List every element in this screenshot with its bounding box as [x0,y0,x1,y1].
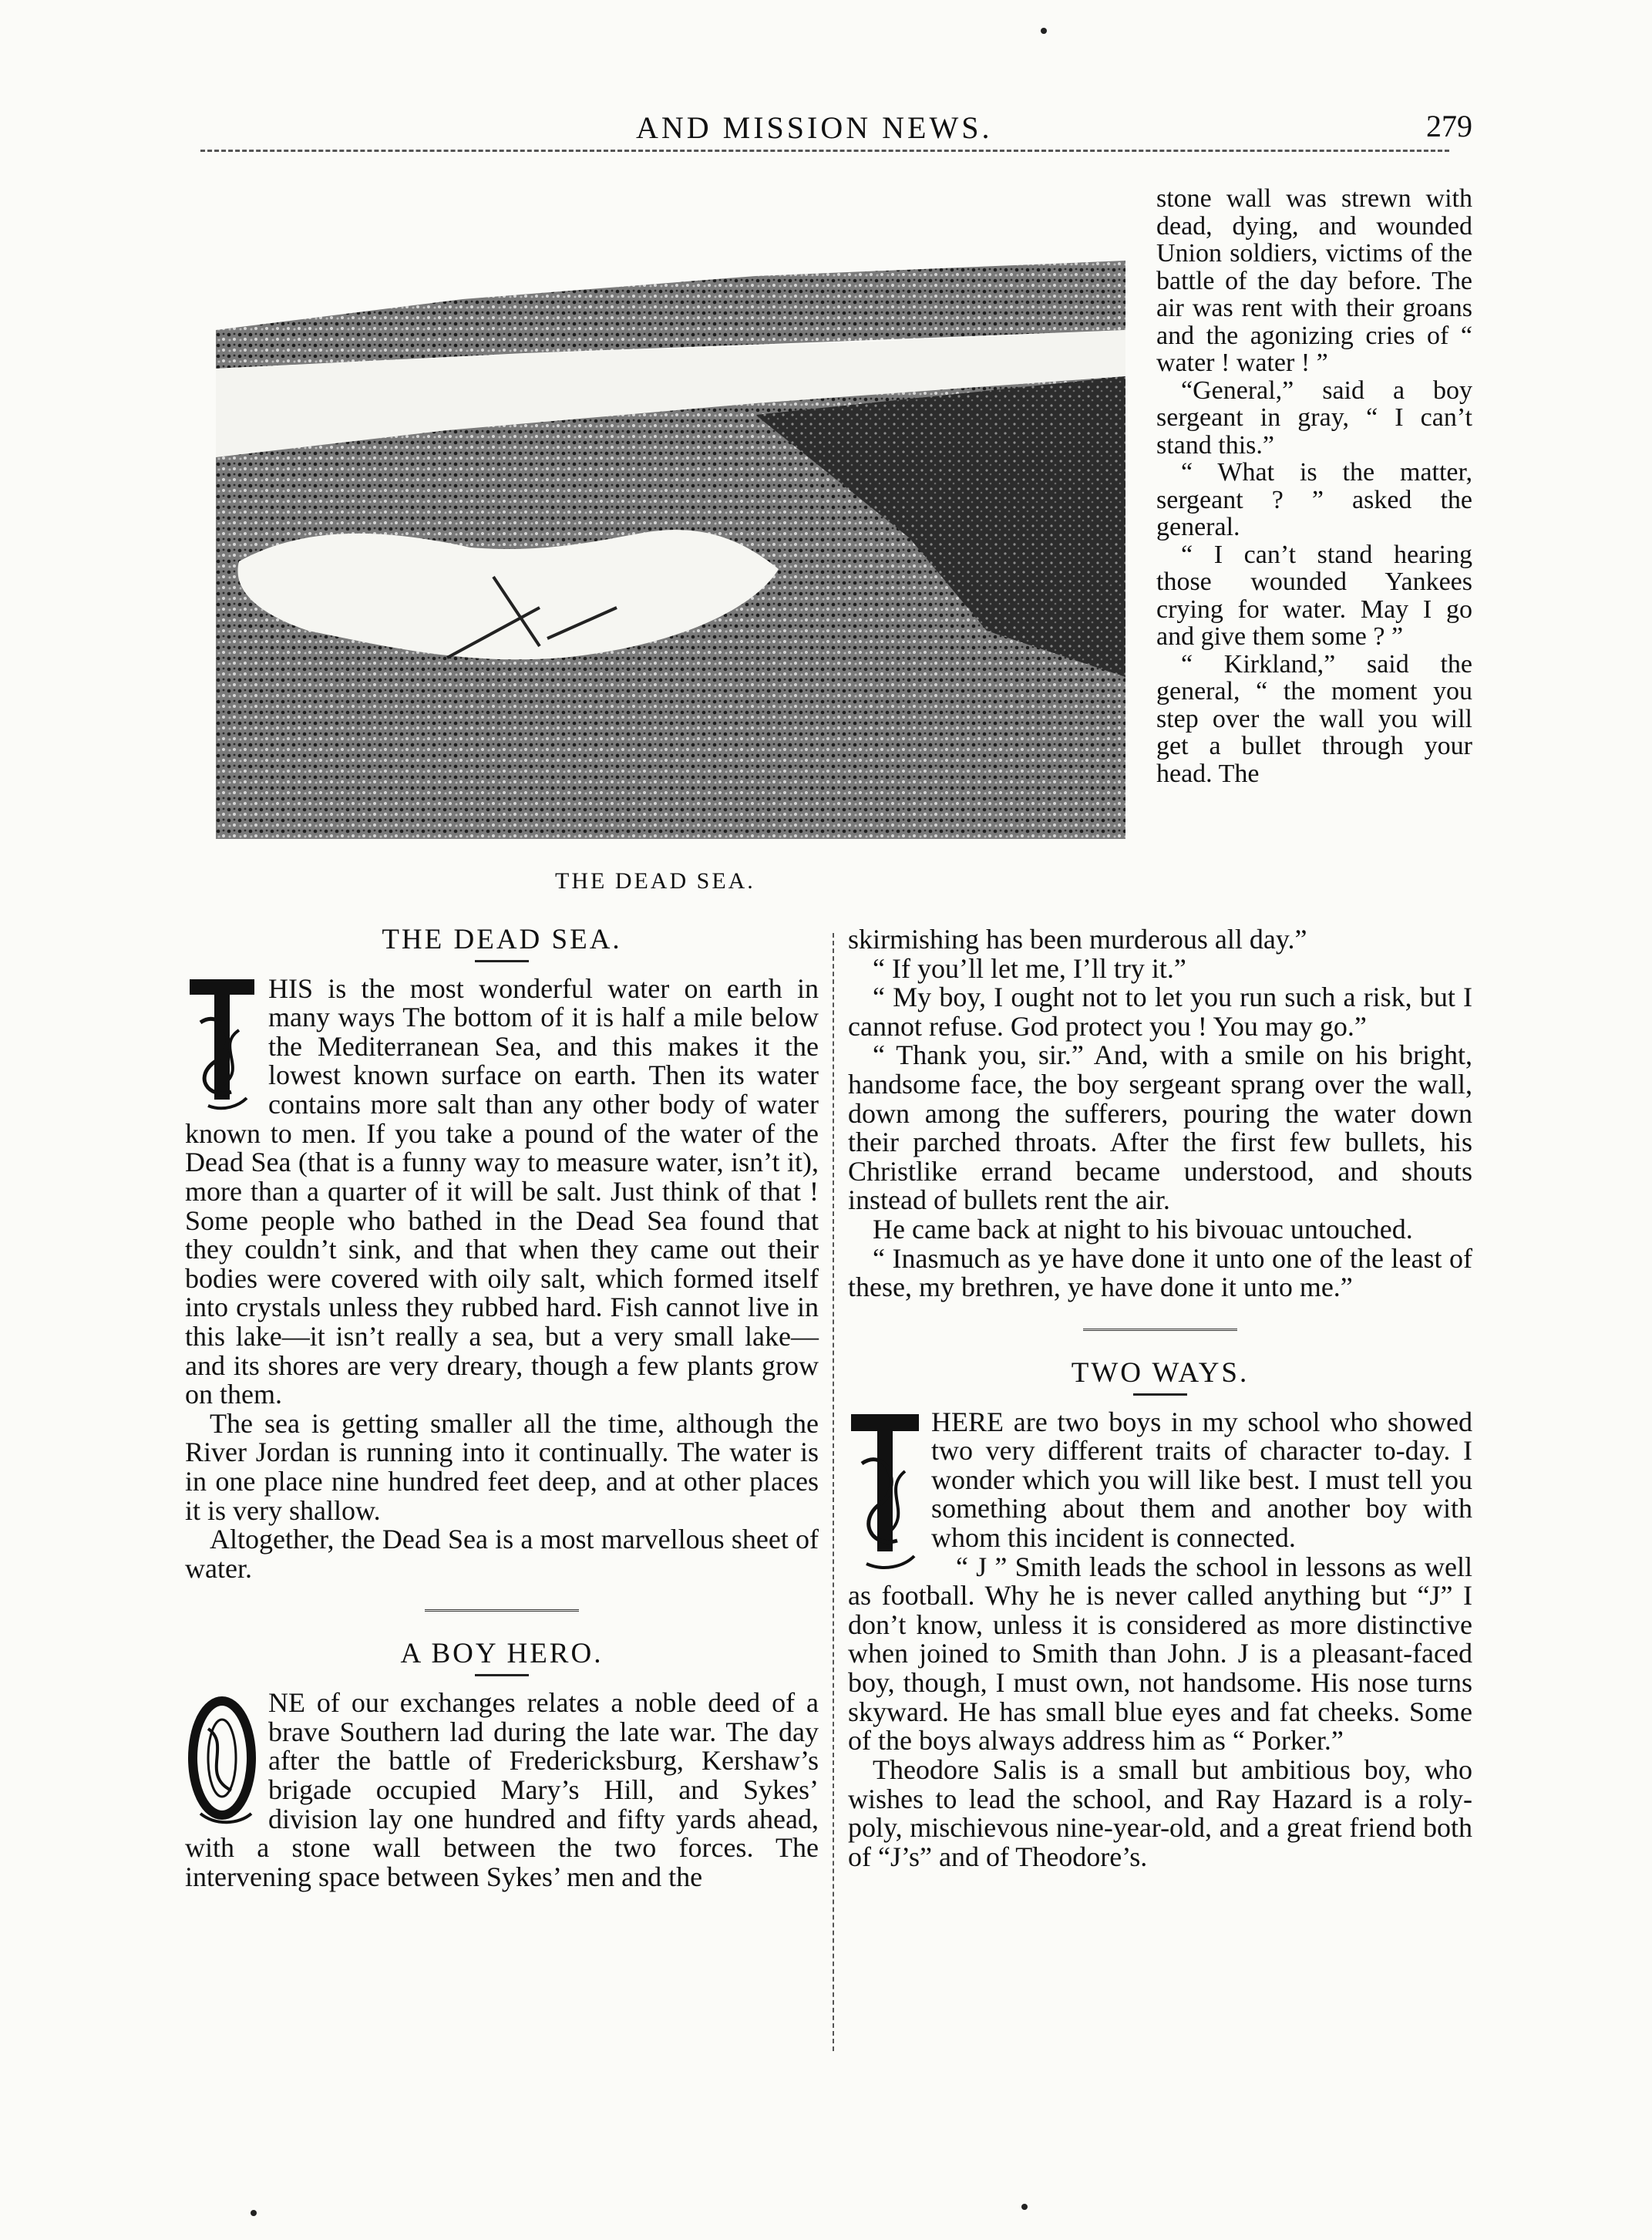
dropcap-o-ornament [185,1690,259,1826]
paragraph: NE of our exchanges relates a noble deed of a brave Southern lad during the late war. The day after the battle of Fredericksburg, Kershaw’s brigade occupied Mary’s Hill, and Sykes’ division lay one hundred and fifty yards ahead, with a stone wall between the two forces. The intervening space between Sykes’ men and the [185,1687,819,1892]
paragraph: skirmishing has been murderous all day.” [848,924,1307,955]
dead-sea-illustration [216,245,1125,839]
paragraph: The sea is getting smaller all the time, although the River Jordan is running into it continually. The water is in one place nine hundred feet deep, and at other places it is very shallow. [185,1407,819,1526]
print-speck-bottom [1021,2204,1028,2210]
section-separator [1083,1329,1237,1331]
heading-rule [1133,1393,1187,1396]
paragraph: “ I can’t stand hearing those wounded Yankees crying for water. May I go and give them some ? ” [1156,540,1472,652]
running-header: AND MISSION NEWS. [636,110,993,145]
article-heading-boy-hero: A BOY HERO. [400,1638,604,1670]
header-rule [200,150,1449,152]
paragraph: “ My boy, I ought not to let you run such a risk, but I cannot refuse. God protect you ! You may go.” [848,982,1472,1042]
paragraph: Altogether, the Dead Sea is a most marvellous sheet of water. [185,1524,819,1584]
article-heading-dead-sea: THE DEAD SEA. [382,924,622,955]
paragraph: stone wall was strewn with dead, dying, and wounded Union soldiers, victims of the battle of the day before. The air was rent with their groans and the agonizing cries of “ water ! water ! ” [1156,184,1472,378]
heading-rule [475,1674,529,1676]
paragraph: Theodore Salis is a small but ambitious boy, who wishes to lead the school, and Ray Hazard is a roly-poly, mischievous nine-year-old, and a great friend both of “J’s” and of Theodore’s. [848,1753,1472,1872]
paragraph: “General,” said a boy sergeant in gray, “ I can’t stand this.” [1156,376,1472,460]
print-speck-bottom [251,2210,257,2216]
dropcap-t-ornament [185,976,259,1112]
paragraph: He came back at night to his bivouac untouched. [873,1214,1413,1245]
print-speck-top [1041,28,1047,34]
section-separator [425,1609,579,1612]
paragraph: “ J ” Smith leads the school in lessons as well as football. Why he is never called anything but “J” I don’t know, unless it is considered as more distinctive when joined to Smith than John. J is a pleasant-faced boy, though, I must own, not handsome. His nose turns skyward. He has small blue eyes and fat cheeks. Some of the boys always address him as “ Porker.” [848,1551,1472,1757]
article-heading-two-ways: TWO WAYS. [1071,1356,1250,1389]
paragraph: “ Kirkland,” said the general, “ the moment you step over the wall you will get a bullet through your head. The [1156,649,1472,788]
page-number: 279 [1426,109,1472,143]
paragraph: “ Inasmuch as ye have done it unto one of the least of these, my brethren, ye have done it unto me.” [848,1242,1472,1303]
paragraph: HIS is the most wonderful water on earth in many ways The bottom of it is half a mile below the Mediterranean Sea, and this makes it the lowest known surface on earth. Then its water contains more salt than any other body of water known to men. If you take a pound of the water of the Dead Sea (that is a funny way to measure water, isn’t it), more than a quarter of it will be salt. Just think of that ! Some people who bathed in the Dead Sea found that they couldn’t sink, and that when they came out their bodies were covered with oily salt, which formed itself into crystals unless they rubbed hard. Fish cannot live in this lake—it isn’t really a sea, but a very small lake—and its shores are very dreary, though a few plants grow on them. [185,972,819,1410]
paragraph: “ Thank you, sir.” And, with a smile on his bright, handsome face, the boy sergeant sprang over the wall, down among the sufferers, pouring the water down their parched throats. After the first few bullets, his Christlike errand became understood, and shouts instead of bullets rent the air. [848,1039,1472,1216]
right-column [848,925,1472,1871]
column-divider [833,933,834,2051]
left-column [185,925,819,1891]
paragraph: HERE are two boys in my school who showed two very different traits of character to-day. I wonder which you will like best. I must tell you something about them and another boy with whom this incident is connected. [931,1406,1472,1554]
right-column-top [1156,185,1472,787]
paragraph: “ If you’ll let me, I’ll try it.” [873,952,1186,984]
figure-caption: THE DEAD SEA. [555,868,755,894]
dropcap-t-ornament [848,1410,922,1571]
heading-rule [475,960,529,962]
paragraph: “ What is the matter, sergeant ? ” asked the general. [1156,458,1472,542]
